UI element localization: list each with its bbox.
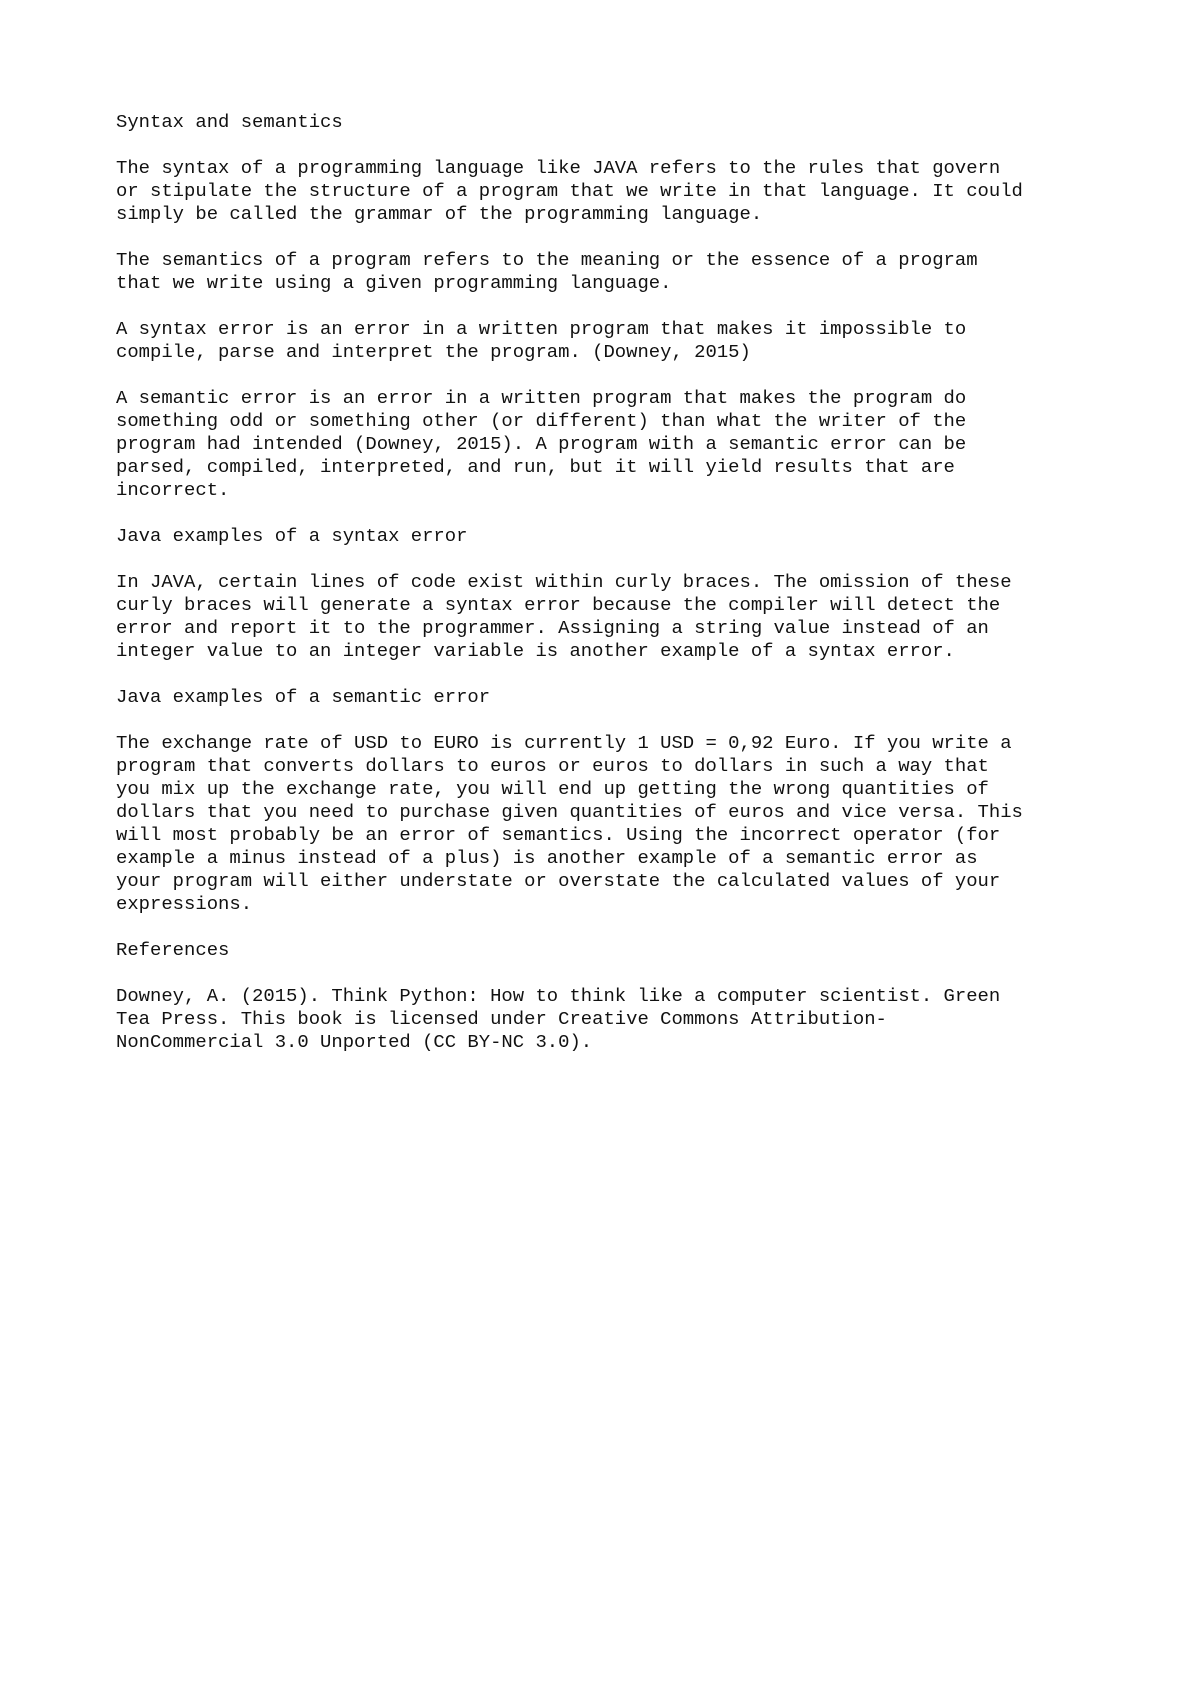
para-java-semantic-examples	[116, 732, 1126, 916]
text-line: compile, parse and interpret the program. (Downey, 2015)	[116, 341, 751, 363]
text-line: something odd or something other (or different) than what the writer of the	[116, 410, 967, 432]
text-line: The syntax of a programming language like JAVA refers to the rules that govern	[116, 157, 1001, 179]
text-line: The exchange rate of USD to EURO is currently 1 USD = 0,92 Euro. If you write a	[116, 732, 1012, 754]
text-line: will most probably be an error of semantics. Using the incorrect operator (for	[116, 824, 1001, 846]
para-syntax-error	[116, 318, 1126, 364]
text-line: In JAVA, certain lines of code exist within curly braces. The omission of these	[116, 571, 1012, 593]
text-line: dollars that you need to purchase given quantities of euros and vice versa. This	[116, 801, 1023, 823]
para-semantic-error	[116, 387, 1126, 502]
para-java-syntax-examples	[116, 571, 1126, 663]
text-line: your program will either understate or overstate the calculated values of your	[116, 870, 1001, 892]
text-line: program that converts dollars to euros or euros to dollars in such a way that	[116, 755, 989, 777]
para-semantics-definition	[116, 249, 1126, 295]
text-line: integer value to an integer variable is another example of a syntax error.	[116, 640, 955, 662]
text-line: parsed, compiled, interpreted, and run, but it will yield results that are	[116, 456, 955, 478]
text-line: curly braces will generate a syntax error because the compiler will detect the	[116, 594, 1001, 616]
text-line: simply be called the grammar of the programming language.	[116, 203, 763, 225]
text-line: Syntax and semantics	[116, 111, 343, 133]
para-syntax-definition	[116, 157, 1126, 226]
text-line: you mix up the exchange rate, you will end up getting the wrong quantities of	[116, 778, 989, 800]
text-line: The semantics of a program refers to the meaning or the essence of a program	[116, 249, 978, 271]
text-line: expressions.	[116, 893, 253, 915]
text-line: Downey, A. (2015). Think Python: How to think like a computer scientist. Green	[116, 985, 1001, 1007]
para-reference-downey	[116, 985, 1126, 1054]
text-line: Java examples of a semantic error	[116, 686, 491, 708]
text-line: A semantic error is an error in a written program that makes the program do	[116, 387, 967, 409]
text-line: References	[116, 939, 230, 961]
text-line: or stipulate the structure of a program that we write in that language. It could	[116, 180, 1023, 202]
text-line: NonCommercial 3.0 Unported (CC BY-NC 3.0).	[116, 1031, 593, 1053]
document-page	[116, 111, 1126, 1077]
text-line: Java examples of a syntax error	[116, 525, 468, 547]
heading-references	[116, 939, 1126, 962]
heading-java-semantic-examples	[116, 686, 1126, 709]
text-line: A syntax error is an error in a written program that makes it impossible to	[116, 318, 967, 340]
text-line: example a minus instead of a plus) is another example of a semantic error as	[116, 847, 978, 869]
text-line: incorrect.	[116, 479, 230, 501]
text-line: Tea Press. This book is licensed under Creative Commons Attribution-	[116, 1008, 887, 1030]
text-line: that we write using a given programming language.	[116, 272, 672, 294]
heading-syntax-semantics	[116, 111, 1126, 134]
heading-java-syntax-examples	[116, 525, 1126, 548]
text-line: program had intended (Downey, 2015). A program with a semantic error can be	[116, 433, 967, 455]
text-line: error and report it to the programmer. Assigning a string value instead of an	[116, 617, 989, 639]
